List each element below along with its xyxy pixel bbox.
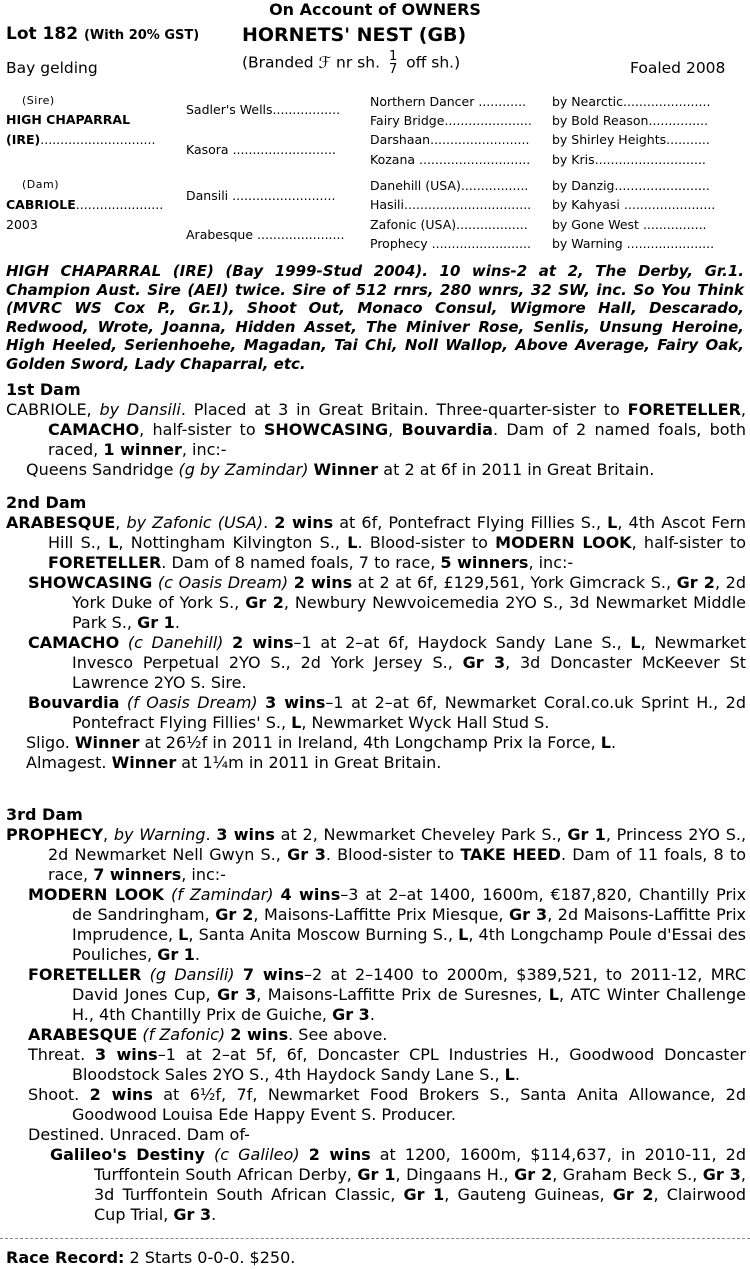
ancestor-1: Northern Dancer ............ xyxy=(370,94,527,109)
ancestor-3: Darshaan......................... xyxy=(370,132,530,147)
progeny-entry: Sligo. Winner at 26½f in 2011 in Ireland, 4th Longchamp Prix la Force, L. xyxy=(26,733,617,752)
granddam-1-text: Kasora xyxy=(186,142,229,157)
grandsire-1-text: Sadler's Wells xyxy=(186,102,273,117)
granddam-1: Kasora .......................... xyxy=(186,142,336,157)
third-dam-section xyxy=(6,805,746,1225)
brand-mark-icon: ℱ xyxy=(318,52,332,72)
brand-prefix: (Branded xyxy=(242,53,314,72)
progeny-entry: Galileo's Destiny (c Galileo) 2 wins at 1200, 1600m, $114,637, in 2010-11, 2d Turffontein South African Derby, Gr 1, Dingaans H., Gr 2, Graham Beck S., Gr 3, 3d Turffontein South African Classic, Gr 1, Gauteng Guineas, Gr 2, Clairwood Cup Trial, Gr 3. xyxy=(50,1145,747,1224)
ancestor-sire-5: by Danzig........................ xyxy=(552,178,710,193)
progeny-entry: ARABESQUE (f Zafonic) 2 wins. See above. xyxy=(28,1025,388,1044)
progeny-entry: Almagest. Winner at 1¼m in 2011 in Great Britain. xyxy=(26,753,442,772)
divider xyxy=(0,1238,750,1239)
dam-year: 2003 xyxy=(6,217,38,232)
ancestor-sire-8: by Warning ...................... xyxy=(552,236,715,251)
brand-off: off sh.) xyxy=(406,53,461,72)
dam-name-text: CABRIOLE xyxy=(6,197,76,212)
gst-note: (With 20% GST) xyxy=(83,28,200,43)
sire-name: HIGH CHAPARRAL xyxy=(6,112,131,127)
granddam-2-text: Arabesque xyxy=(186,227,254,242)
ancestor-sire-4: by Kris............................ xyxy=(552,152,706,167)
section-heading: 1st Dam xyxy=(6,380,81,399)
grandsire-2: Dansili .......................... xyxy=(186,188,336,203)
horse-name: HORNETS' NEST (GB) xyxy=(242,24,467,46)
dam-paragraph: ARABESQUE, by Zafonic (USA). 2 wins at 6f, Pontefract Flying Fillies S., L, 4th Ascot Fern Hill S., L, Nottingham Kilvington S., L. Blood-sister to MODERN LOOK, half-sister to FORETELLER. Dam of 8 named foals, 7 to race, 5 winners, inc:- xyxy=(6,513,747,572)
progeny-entry: Bouvardia (f Oasis Dream) 3 wins–1 at 2–at 6f, Newmarket Coral.co.uk Sprint H., 2d Pontefract Flying Fillies' S., L, Newmarket Wyck Hall Stud S. xyxy=(28,693,746,732)
sire-country: (IRE)............................. xyxy=(6,132,156,147)
lot-label: Lot 182 xyxy=(6,24,79,44)
dam-label: (Dam) xyxy=(22,178,60,191)
race-record-value: 2 Starts 0-0-0. $250. xyxy=(129,1248,296,1267)
ancestor-6: Hasili................................ xyxy=(370,197,532,212)
brand-nr: nr sh. xyxy=(336,53,380,72)
dam-paragraph: PROPHECY, by Warning. 3 wins at 2, Newmarket Cheveley Park S., Gr 1, Princess 2YO S., 2d Newmarket Nell Gwyn S., Gr 3. Blood-sister to TAKE HEED. Dam of 11 foals, 8 to race, 7 winners, inc:- xyxy=(6,825,747,884)
fraction-denominator: 7 xyxy=(388,62,398,77)
ancestor-8: Prophecy ......................... xyxy=(370,236,531,251)
section-heading: 2nd Dam xyxy=(6,493,87,512)
lot-number xyxy=(6,24,199,44)
section-heading: 3rd Dam xyxy=(6,805,83,824)
fraction-numerator: 1 xyxy=(388,49,398,64)
progeny-entry: MODERN LOOK (f Zamindar) 4 wins–3 at 2–at 1400, 1600m, €187,820, Chantilly Prix de Sandringham, Gr 2, Maisons-Laffitte Prix Miesque, Gr 3, 2d Maisons-Laffitte Prix Imprudence, L, Santa Anita Moscow Burning S., L, 4th Longchamp Poule d'Essai des Pouliches, Gr 1. xyxy=(28,885,747,964)
progeny-entry: FORETELLER (g Dansili) 7 wins–2 at 2–1400 to 2000m, $389,521, to 2011-12, MRC David Jones Cup, Gr 3, Maisons-Laffitte Prix de Suresnes, L, ATC Winter Challenge H., 4th Chantilly Prix de Guiche, Gr 3. xyxy=(28,965,747,1024)
dam-name: CABRIOLE...................... xyxy=(6,197,164,212)
progeny-entry: CAMACHO (c Danehill) 2 wins–1 at 2–at 6f, Haydock Sandy Lane S., L, Newmarket Invesco Perpetual 2YO S., 2d York Jersey S., Gr 3, 3d Doncaster McKeever St Lawrence 2YO S. Sire. xyxy=(28,633,746,692)
progeny-entry: SHOWCASING (c Oasis Dream) 2 wins at 2 at 6f, £129,561, York Gimcrack S., Gr 2, 2d York Duke of York S., Gr 2, Newbury Newvoicemedia 2YO S., 3d Newmarket Middle Park S., Gr 1. xyxy=(28,573,747,632)
ancestor-7: Zafonic (USA).................. xyxy=(370,217,528,232)
grandsire-1: Sadler's Wells................. xyxy=(186,102,341,117)
ancestor-sire-6: by Kahyasi ....................... xyxy=(552,197,716,212)
race-record xyxy=(6,1248,295,1267)
race-record-label: Race Record: xyxy=(6,1248,125,1267)
account-heading: On Account of OWNERS xyxy=(269,0,481,19)
foaled-year: Foaled 2008 xyxy=(630,59,726,77)
sire-summary: HIGH CHAPARRAL (IRE) (Bay 1999-Stud 2004). 10 wins-2 at 2, The Derby, Gr.1. Champion Aust. Sire (AEI) twice. Sire of 512 rnrs, 280 wnrs, 32 SW, inc. So You Think (MVRC WS Cox P., Gr.1), Shoot Out, Monaco Consul, Wigmore Hall, Descarado, Redwood, Wrote, Joanna, Hidden Asset, The Miniver Rose, Senlis, Unsung Heroine, High Heeled, Serienhoehe, Magadan, Tai Chi, Noll Wallop, Above Average, Fairy Oak, Golden Sword, Lady Chaparral, etc. xyxy=(6,262,744,373)
brand-fraction xyxy=(389,50,397,76)
sire-country-text: (IRE) xyxy=(6,132,41,147)
ancestor-2: Fairy Bridge...................... xyxy=(370,113,532,128)
first-dam-section xyxy=(6,380,746,480)
dam-paragraph: CABRIOLE, by Dansili. Placed at 3 in Great Britain. Three-quarter-sister to FORETELLER, CAMACHO, half-sister to SHOWCASING, Bouvardia. Dam of 2 named foals, both raced, 1 winner, inc:- xyxy=(6,400,747,459)
progeny-entry: Queens Sandridge (g by Zamindar) Winner at 2 at 6f in 2011 in Great Britain. xyxy=(26,460,655,479)
ancestor-sire-3: by Shirley Heights........... xyxy=(552,132,710,147)
second-dam-section xyxy=(6,493,746,773)
progeny-entry: Destined. Unraced. Dam of- xyxy=(28,1125,250,1144)
ancestor-sire-1: by Nearctic...................... xyxy=(552,94,711,109)
ancestor-4: Kozana ............................ xyxy=(370,152,531,167)
granddam-2: Arabesque ...................... xyxy=(186,227,345,242)
ancestor-5: Danehill (USA)................. xyxy=(370,178,529,193)
brand-info xyxy=(242,50,460,76)
ancestor-sire-7: by Gone West ................ xyxy=(552,217,707,232)
progeny-entry: Threat. 3 wins–1 at 2–at 5f, 6f, Doncaster CPL Industries H., Goodwood Doncaster Bloodstock Sales 2YO S., 4th Haydock Sandy Lane S., L. xyxy=(28,1045,747,1084)
sire-label: (Sire) xyxy=(22,94,55,107)
grandsire-2-text: Dansili xyxy=(186,188,229,203)
ancestor-sire-2: by Bold Reason............... xyxy=(552,113,709,128)
progeny-entry: Shoot. 2 wins at 6½f, 7f, Newmarket Food Brokers S., Santa Anita Allowance, 2d Goodwood Louisa Ede Happy Event S. Producer. xyxy=(28,1085,746,1124)
horse-color: Bay gelding xyxy=(6,59,98,77)
